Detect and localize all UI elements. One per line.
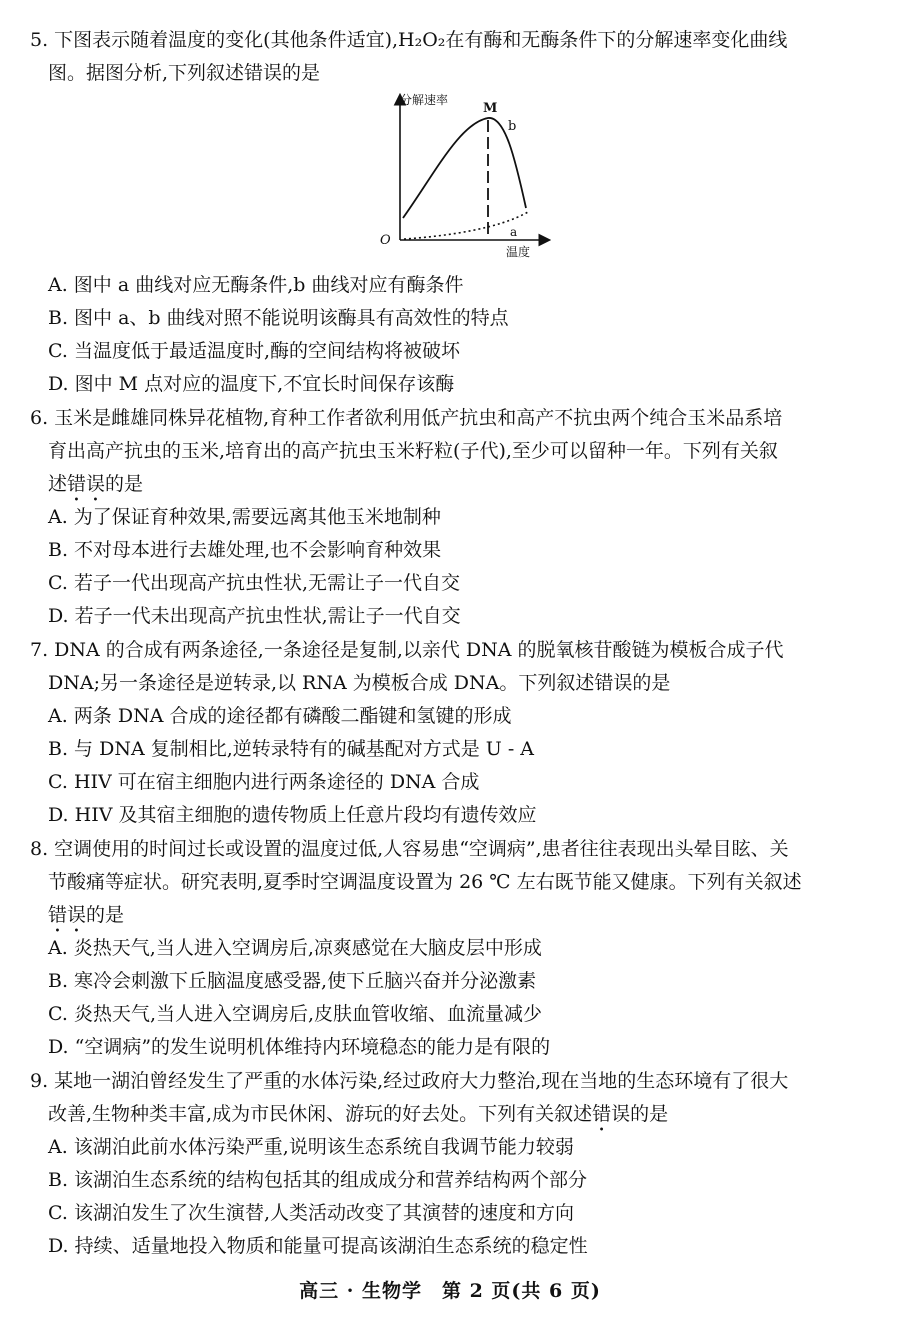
q7-stem-line1: 7. DNA 的合成有两条途径,一条途径是复制,以亲代 DNA 的脱氧核苷酸链为模板合成子代 (30, 639, 784, 661)
q5-option-a: A. 图中 a 曲线对应无酶条件,b 曲线对应有酶条件 (48, 274, 464, 296)
q6-option-c: C. 若子一代出现高产抗虫性状,无需让子一代自交 (48, 572, 460, 594)
q7-option-d: D. HIV 及其宿主细胞的遗传物质上任意片段均有遗传效应 (48, 804, 537, 826)
q6-stem-line3 (48, 471, 143, 506)
q8-option-a: A. 炎热天气,当人进入空调房后,凉爽感觉在大脑皮层中形成 (48, 937, 542, 959)
q6-option-d: D. 若子一代未出现高产抗虫性状,需让子一代自交 (48, 605, 461, 627)
q6-emphasis-word: 错误 (67, 473, 106, 495)
curve-a-label: a (510, 225, 518, 239)
x-axis-label: 温度 (506, 245, 531, 259)
q9-option-a: A. 该湖泊此前水体污染严重,说明该生态系统自我调节能力较弱 (48, 1136, 574, 1158)
curve-b-label: b (508, 119, 517, 134)
q9-stem-suffix: 误的是 (611, 1103, 669, 1125)
q7-option-c: C. HIV 可在宿主细胞内进行两条途径的 DNA 合成 (48, 771, 480, 793)
q9-stem-line2 (48, 1101, 668, 1136)
q6-option-a: A. 为了保证育种效果,需要远离其他玉米地制种 (48, 506, 441, 528)
q9-stem-line1: 9. 某地一湖泊曾经发生了严重的水体污染,经过政府大力整治,现在当地的生态环境有了很大 (30, 1070, 789, 1092)
y-axis-label: 分解速率 (400, 93, 449, 107)
q8-option-c: C. 炎热天气,当人进入空调房后,皮肤血管收缩、血流量减少 (48, 1003, 543, 1025)
q9-emphasis-word: 错 (592, 1103, 612, 1125)
q5-option-c: C. 当温度低于最适温度时,酶的空间结构将被破坏 (48, 340, 460, 362)
q6-stem-line1: 6. 玉米是雌雄同株异花植物,育种工作者欲利用低产抗虫和高产不抗虫两个纯合玉米品系培 (30, 407, 783, 429)
q7-option-a: A. 两条 DNA 合成的途径都有磷酸二酯键和氢键的形成 (48, 705, 512, 727)
q9-option-d: D. 持续、适量地投入物质和能量可提高该湖泊生态系统的稳定性 (48, 1235, 588, 1257)
q8-option-d: D. “空调病”的发生说明机体维持内环境稳态的能力是有限的 (48, 1036, 551, 1058)
q6-stem-text: 述 (48, 473, 68, 495)
point-m-label: M (483, 101, 498, 116)
q5-option-d: D. 图中 M 点对应的温度下,不宜长时间保存该酶 (48, 373, 455, 395)
q5-option-b: B. 图中 a、b 曲线对照不能说明该酶具有高效性的特点 (48, 307, 509, 329)
q5-figure (360, 88, 560, 263)
q6-option-b: B. 不对母本进行去雄处理,也不会影响育种效果 (48, 539, 442, 561)
q8-stem-line2: 节酸痛等症状。研究表明,夏季时空调温度设置为 26 ℃ 左右既节能又健康。下列有关叙述 (48, 871, 802, 893)
q8-stem-suffix: 的是 (86, 904, 125, 926)
q6-stem-line2: 育出高产抗虫的玉米,培育出的高产抗虫玉米籽粒(子代),至少可以留种一年。下列有关叙 (48, 440, 778, 462)
q5-stem-line1: 5. 下图表示随着温度的变化(其他条件适宜),H₂O₂在有酶和无酶条件下的分解速率变化曲线 (30, 29, 788, 51)
q9-option-b: B. 该湖泊生态系统的结构包括其的组成成分和营养结构两个部分 (48, 1169, 588, 1191)
q8-option-b: B. 寒冷会刺激下丘脑温度感受器,使下丘脑兴奋并分泌激素 (48, 970, 537, 992)
q9-option-c: C. 该湖泊发生了次生演替,人类活动改变了其演替的速度和方向 (48, 1202, 574, 1224)
q5-stem-line2: 图。据图分析,下列叙述错误的是 (48, 62, 321, 84)
q8-emphasis-word: 错误 (48, 904, 87, 926)
q6-stem-suffix: 的是 (105, 473, 144, 495)
q9-stem-text: 改善,生物种类丰富,成为市民休闲、游玩的好去处。下列有关叙述 (48, 1103, 593, 1125)
page-footer: 高三 · 生物学 第 2 页(共 6 页) (299, 1280, 601, 1302)
q7-stem-line2: DNA;另一条途径是逆转录,以 RNA 为模板合成 DNA。下列叙述错误的是 (48, 672, 671, 694)
origin-label: O (380, 233, 391, 248)
q8-stem-line1: 8. 空调使用的时间过长或设置的温度过低,人容易患“空调病”,患者往往表现出头晕目眩、关 (30, 838, 789, 860)
q7-option-b: B. 与 DNA 复制相比,逆转录特有的碱基配对方式是 U - A (48, 738, 535, 760)
q8-stem-line3 (48, 902, 124, 937)
